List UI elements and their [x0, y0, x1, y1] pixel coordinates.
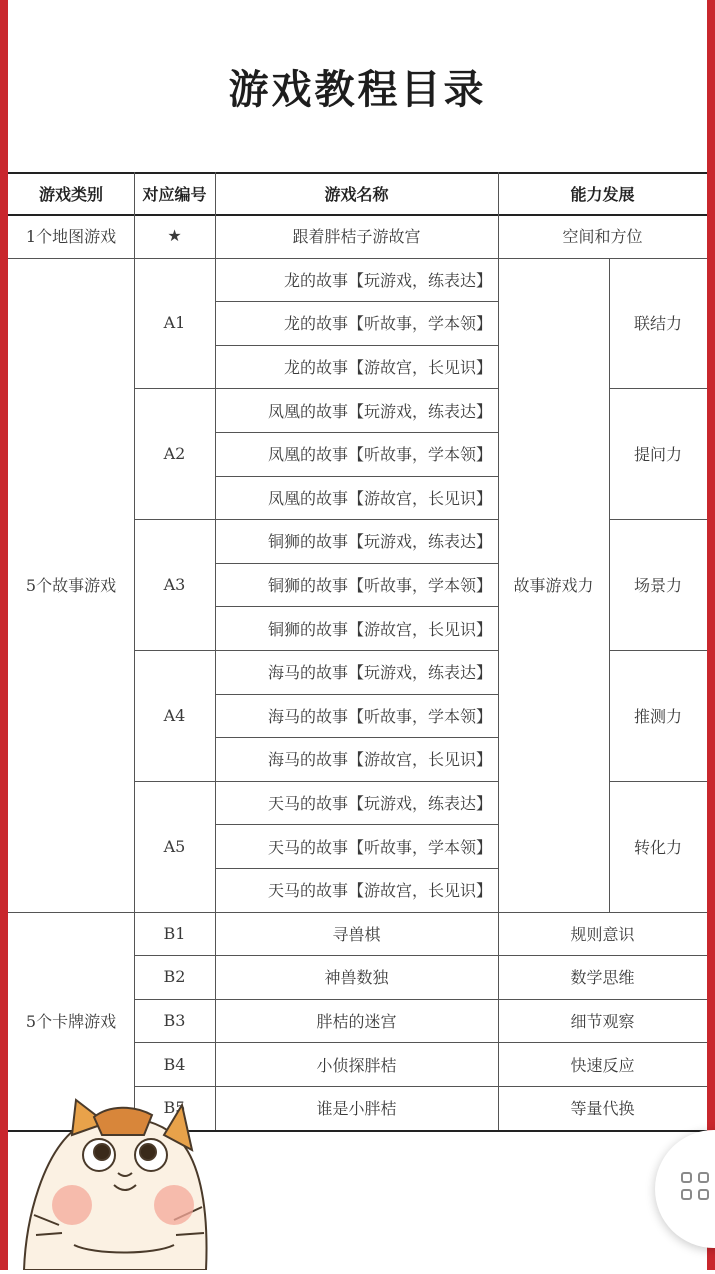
code-cell: A3	[163, 575, 186, 595]
ability-cell: 数学思维	[570, 968, 635, 988]
page-title: 游戏教程目录	[228, 67, 487, 113]
code-cell: A1	[163, 313, 186, 333]
table-header-cell: 能力发展	[570, 184, 635, 204]
table-rule	[215, 519, 498, 520]
game-name-cell: 铜狮的故事【听故事，学本领】	[267, 576, 492, 596]
code-cell: B4	[163, 1054, 186, 1074]
table-header-cell: 对应编号	[142, 184, 207, 204]
code-cell: B3	[163, 1011, 186, 1031]
table-rule	[609, 650, 707, 651]
game-name-cell: 龙的故事【玩游戏，练表达】	[283, 270, 492, 290]
sub-ability-cell: 推测力	[633, 706, 682, 726]
game-name-cell: 龙的故事【游故宫，长见识】	[283, 358, 492, 378]
game-name-cell: 凤凰的故事【游故宫，长见识】	[267, 488, 492, 508]
ability-cell: 规则意识	[570, 924, 635, 944]
table-rule	[134, 999, 707, 1000]
game-name-cell: 海马的故事【玩游戏，练表达】	[267, 663, 492, 683]
sub-ability-cell: 提问力	[633, 445, 682, 465]
table-rule	[609, 519, 707, 520]
game-name-cell: 铜狮的故事【玩游戏，练表达】	[267, 532, 492, 552]
ability-cell: 快速反应	[570, 1055, 635, 1075]
table-column-rule	[498, 172, 499, 1130]
game-name-cell: 海马的故事【听故事，学本领】	[267, 706, 492, 726]
table-rule	[215, 868, 498, 869]
code-cell: A2	[163, 444, 186, 464]
code-cell: A5	[163, 836, 186, 856]
table-rule	[134, 1042, 707, 1043]
table-rule	[134, 955, 707, 956]
table-rule	[215, 737, 498, 738]
category-cell: 5个故事游戏	[25, 576, 117, 596]
game-name-cell: 天马的故事【玩游戏，练表达】	[267, 794, 492, 814]
cat-mascot-illustration	[14, 1095, 214, 1270]
table-rule	[215, 563, 498, 564]
table-header-rule	[8, 214, 707, 216]
code-cell: B1	[163, 923, 186, 943]
game-name-cell: 寻兽棋	[332, 924, 381, 944]
code-cell: A4	[163, 705, 186, 725]
code-cell: B5	[163, 1098, 186, 1118]
table-header-cell: 游戏名称	[324, 184, 389, 204]
table-rule	[215, 781, 498, 782]
table-header-cell: 游戏类别	[38, 184, 103, 204]
code-cell: ★	[167, 226, 182, 246]
game-name-cell: 神兽数独	[324, 968, 389, 988]
category-cell: 1个地图游戏	[25, 227, 117, 247]
game-name-cell: 胖桔的迷宫	[316, 1012, 397, 1032]
table-rule	[215, 694, 498, 695]
game-name-cell: 天马的故事【游故宫，长见识】	[267, 881, 492, 901]
ability-cell: 等量代换	[570, 1099, 635, 1119]
table-rule	[215, 606, 498, 607]
sub-ability-cell: 转化力	[633, 837, 682, 857]
ability-cell: 细节观察	[570, 1012, 635, 1032]
table-rule	[215, 388, 498, 389]
table-rule	[134, 650, 215, 651]
table-rule	[609, 781, 707, 782]
game-name-cell: 铜狮的故事【游故宫，长见识】	[267, 619, 492, 639]
table-rule	[215, 432, 498, 433]
game-name-cell: 凤凰的故事【玩游戏，练表达】	[267, 401, 492, 421]
sub-ability-cell: 场景力	[633, 576, 682, 596]
table-rule	[215, 650, 498, 651]
code-cell: B2	[163, 967, 186, 987]
table-top-rule	[8, 172, 707, 174]
table-rule	[134, 388, 215, 389]
table-column-rule	[215, 172, 216, 1130]
table-column-rule	[609, 258, 610, 912]
table-rule	[215, 301, 498, 302]
table-rule	[134, 781, 215, 782]
table-rule	[8, 912, 707, 913]
game-name-cell: 龙的故事【听故事，学本领】	[283, 314, 492, 334]
ability-cell: 空间和方位	[562, 227, 643, 247]
table-rule	[134, 519, 215, 520]
table-rule	[134, 1086, 707, 1087]
table-rule	[8, 258, 707, 259]
table-rule	[609, 388, 707, 389]
game-name-cell: 天马的故事【听故事，学本领】	[267, 837, 492, 857]
table-rule	[215, 345, 498, 346]
ability-cell: 故事游戏力	[513, 576, 594, 596]
table-rule	[215, 824, 498, 825]
game-name-cell: 谁是小胖桔	[316, 1099, 397, 1119]
table-rule	[215, 476, 498, 477]
game-name-cell: 小侦探胖桔	[316, 1055, 397, 1075]
game-name-cell: 跟着胖桔子游故宫	[292, 227, 421, 247]
sub-ability-cell: 联结力	[633, 314, 682, 334]
game-name-cell: 海马的故事【游故宫，长见识】	[267, 750, 492, 770]
table-column-rule	[134, 172, 135, 1130]
game-name-cell: 凤凰的故事【听故事，学本领】	[267, 445, 492, 465]
category-cell: 5个卡牌游戏	[25, 1012, 117, 1032]
